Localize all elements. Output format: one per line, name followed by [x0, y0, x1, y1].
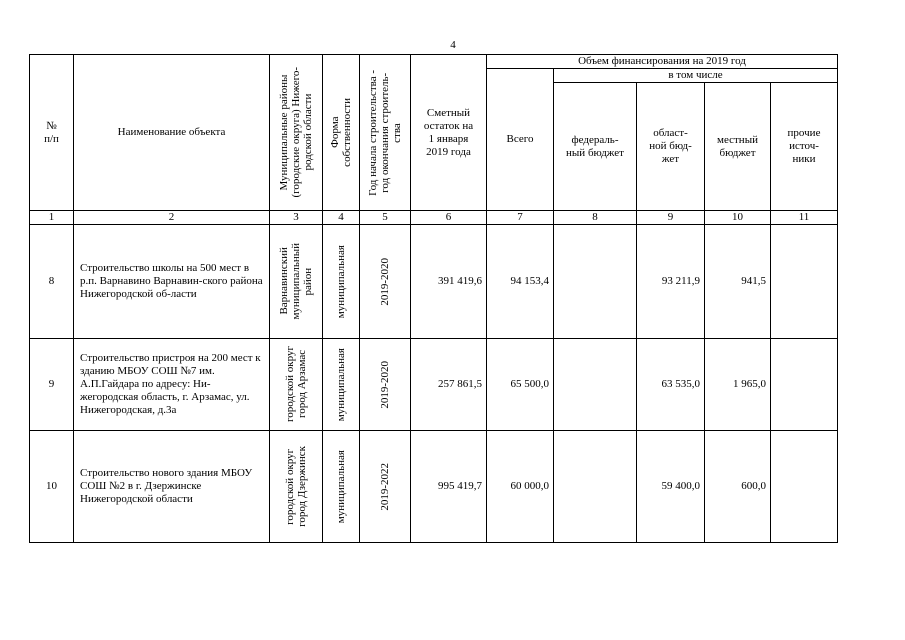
header-ownership — [323, 55, 360, 211]
total-value: 60 000,0 — [487, 431, 554, 543]
header-row-1 — [30, 55, 838, 69]
total-value: 65 500,0 — [487, 339, 554, 431]
column-number: 10 — [705, 211, 771, 225]
object-name: Строительство пристроя на 200 мест к зданию МБОУ СОШ №7 им. А.П.Гайдара по адресу: Ни-жегородская область, г. Арзамас, ул. Нижегородская, д.3а — [74, 339, 270, 431]
column-number: 8 — [554, 211, 637, 225]
column-number: 3 — [270, 211, 323, 225]
other-value — [771, 225, 838, 339]
years-cell — [360, 339, 411, 431]
header-num: № п/п — [30, 55, 74, 211]
local-value: 1 965,0 — [705, 339, 771, 431]
ownership-cell — [323, 339, 360, 431]
other-value — [771, 339, 838, 431]
district-cell — [270, 431, 323, 543]
district-cell — [270, 225, 323, 339]
header-including: в том числе — [554, 69, 838, 83]
district-cell — [270, 339, 323, 431]
column-number: 4 — [323, 211, 360, 225]
column-number: 7 — [487, 211, 554, 225]
table-row — [30, 225, 838, 339]
header-district — [270, 55, 323, 211]
years-text: 2019-2020 — [379, 257, 391, 306]
years-text: 2019-2020 — [379, 360, 391, 409]
years-cell — [360, 431, 411, 543]
header-years — [360, 55, 411, 211]
local-value: 600,0 — [705, 431, 771, 543]
row-num: 8 — [30, 225, 74, 339]
federal-value — [554, 225, 637, 339]
object-name: Строительство нового здания МБОУ СОШ №2 в г. Дзержинске Нижегородской области — [74, 431, 270, 543]
regional-value: 59 400,0 — [637, 431, 705, 543]
header-regional: област- ной бюд- жет — [637, 83, 705, 211]
balance-value: 391 419,6 — [411, 225, 487, 339]
header-local: местный бюджет — [705, 83, 771, 211]
regional-value: 93 211,9 — [637, 225, 705, 339]
column-number: 1 — [30, 211, 74, 225]
column-number: 11 — [771, 211, 838, 225]
header-ownership-text: Форма собственности — [329, 98, 353, 167]
total-value: 94 153,4 — [487, 225, 554, 339]
years-text: 2019-2022 — [379, 462, 391, 511]
column-number: 9 — [637, 211, 705, 225]
balance-value: 257 861,5 — [411, 339, 487, 431]
page-number: 4 — [450, 39, 456, 51]
federal-value — [554, 339, 637, 431]
header-years-text: Год начала строительства - год окончания строитель- ства — [367, 69, 403, 196]
column-number: 2 — [74, 211, 270, 225]
header-name: Наименование объекта — [74, 55, 270, 211]
local-value: 941,5 — [705, 225, 771, 339]
header-balance: Сметный остаток на 1 января 2019 года — [411, 55, 487, 211]
district-text: городской округ город Арзамас — [284, 346, 308, 423]
column-number-row — [30, 211, 838, 225]
header-district-text: Муниципальные районы (городские округа) Нижего- родской области — [278, 67, 314, 198]
funding-table — [29, 54, 838, 543]
district-text: городской округ город Дзержинск — [284, 446, 308, 527]
district-text: Варнавинский муниципальный район — [278, 243, 314, 320]
column-number: 6 — [411, 211, 487, 225]
column-number: 5 — [360, 211, 411, 225]
header-federal: федераль- ный бюджет — [554, 83, 637, 211]
federal-value — [554, 431, 637, 543]
object-name: Строительство школы на 500 мест в р.п. Варнавино Варнавин-ского района Нижегородской об-ласти — [74, 225, 270, 339]
other-value — [771, 431, 838, 543]
years-cell — [360, 225, 411, 339]
ownership-cell — [323, 225, 360, 339]
ownership-text: муниципальная — [335, 244, 347, 319]
table-row — [30, 339, 838, 431]
balance-value: 995 419,7 — [411, 431, 487, 543]
row-num: 9 — [30, 339, 74, 431]
table-row — [30, 431, 838, 543]
row-num: 10 — [30, 431, 74, 543]
header-other: прочие источ- ники — [771, 83, 838, 211]
ownership-cell — [323, 431, 360, 543]
ownership-text: муниципальная — [335, 347, 347, 422]
regional-value: 63 535,0 — [637, 339, 705, 431]
header-funding: Объем финансирования на 2019 год — [487, 55, 838, 69]
ownership-text: муниципальная — [335, 449, 347, 524]
header-total: Всего — [487, 69, 554, 211]
